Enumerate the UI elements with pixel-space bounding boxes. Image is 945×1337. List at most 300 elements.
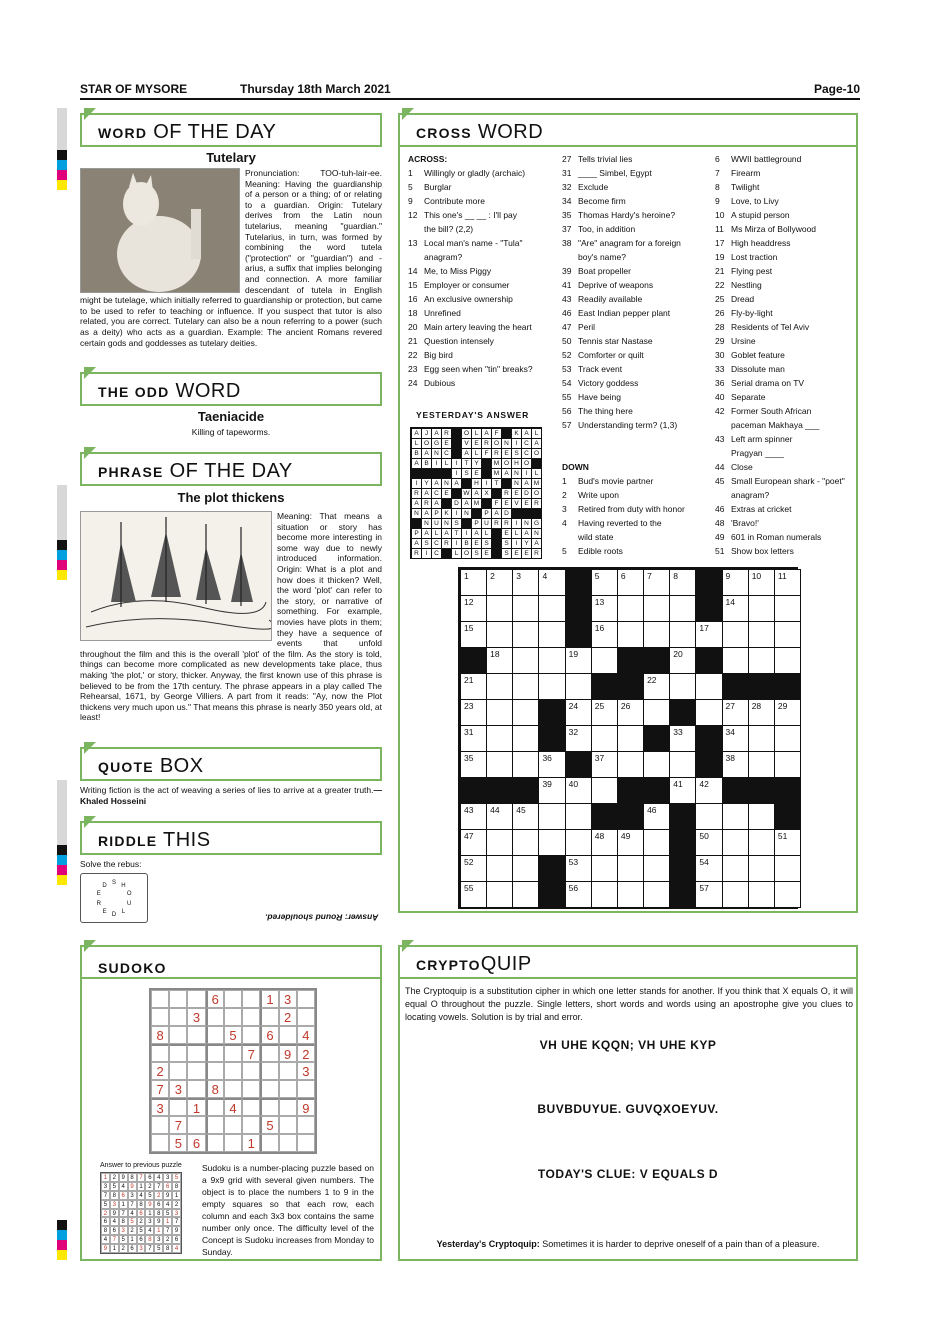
- crossword-cell[interactable]: [643, 881, 670, 908]
- sudoku-cell[interactable]: [151, 1134, 169, 1152]
- answer-cell: O: [421, 438, 432, 449]
- clue-item: [408, 306, 533, 320]
- crossword-cell[interactable]: [486, 647, 513, 674]
- crossword-cell[interactable]: [722, 699, 749, 726]
- crossword-block: [565, 569, 592, 596]
- clue-number: 29: [715, 336, 725, 346]
- previous-answer-cell: 5: [110, 1182, 119, 1191]
- crossword-cell[interactable]: [512, 829, 539, 856]
- crossword-cell[interactable]: [748, 699, 775, 726]
- answer-cell: A: [421, 488, 432, 499]
- sudoku-cell[interactable]: 2: [151, 1062, 169, 1080]
- crossword-cell[interactable]: [695, 829, 722, 856]
- sudoku-cell[interactable]: [206, 1062, 224, 1080]
- crossword-cell[interactable]: [512, 647, 539, 674]
- answer-cell: E: [511, 488, 522, 499]
- crossword-cell[interactable]: [538, 621, 565, 648]
- sudoku-cell[interactable]: [279, 1026, 297, 1044]
- crossword-cell[interactable]: [486, 595, 513, 622]
- crossword-cell[interactable]: [460, 673, 487, 700]
- crossword-cell[interactable]: [538, 751, 565, 778]
- sudoku-cell[interactable]: 8: [206, 1080, 224, 1098]
- sudoku-cell[interactable]: 3: [169, 1080, 187, 1098]
- previous-answer-cell: 3: [163, 1173, 172, 1182]
- crossword-cell[interactable]: [538, 829, 565, 856]
- crossword-cell[interactable]: [591, 751, 618, 778]
- crossword-cell[interactable]: [512, 855, 539, 882]
- clue-text: Bud's movie partner: [578, 476, 654, 486]
- clue-item: [562, 474, 685, 488]
- crossword-cell[interactable]: [748, 855, 775, 882]
- sudoku-cell[interactable]: [242, 1062, 260, 1080]
- sudoku-cell[interactable]: [297, 1134, 315, 1152]
- header-small: CRYPTO: [416, 957, 481, 973]
- sudoku-cell[interactable]: [151, 1044, 169, 1062]
- answer-cell: I: [481, 478, 492, 489]
- crossword-cell[interactable]: [538, 777, 565, 804]
- previous-answer-cell: 8: [137, 1200, 146, 1209]
- answer-cell: D: [451, 498, 462, 509]
- crossword-cell[interactable]: [774, 647, 801, 674]
- crossword-block: [617, 777, 644, 804]
- sudoku-cell[interactable]: [297, 1116, 315, 1134]
- crossword-cell[interactable]: [512, 569, 539, 596]
- crossword-cell[interactable]: [617, 855, 644, 882]
- answer-cell: F: [481, 448, 492, 459]
- sudoku-cell[interactable]: [169, 1098, 187, 1116]
- sudoku-cell[interactable]: [242, 1098, 260, 1116]
- crossword-cell[interactable]: [748, 829, 775, 856]
- crossword-cell[interactable]: [643, 855, 670, 882]
- crossword-cell[interactable]: [722, 569, 749, 596]
- crossword-cell[interactable]: [565, 777, 592, 804]
- answer-cell: A: [471, 488, 482, 499]
- answer-cell: T: [491, 478, 502, 489]
- answer-cell: A: [431, 478, 442, 489]
- crossword-cell[interactable]: [643, 751, 670, 778]
- answer-cell: S: [461, 468, 472, 479]
- crossword-cell[interactable]: [591, 569, 618, 596]
- crossword-cell[interactable]: [695, 621, 722, 648]
- crossword-cell[interactable]: [538, 569, 565, 596]
- answer-cell: F: [491, 498, 502, 509]
- sudoku-cell[interactable]: [224, 1008, 242, 1026]
- crossword-block: [486, 777, 513, 804]
- cell-number: 55: [464, 883, 474, 893]
- clue-item: [715, 544, 845, 558]
- cryptoquip-line2: BUVBDUYUE. GUVQXOEYUV.: [537, 1102, 719, 1116]
- crossword-cell[interactable]: [774, 725, 801, 752]
- crossword-cell[interactable]: [643, 699, 670, 726]
- crossword-cell[interactable]: [643, 803, 670, 830]
- crossword-cell[interactable]: [669, 595, 696, 622]
- crossword-cell[interactable]: [669, 621, 696, 648]
- crossword-cell[interactable]: [617, 595, 644, 622]
- sudoku-cell[interactable]: [242, 990, 260, 1008]
- sudoku-cell[interactable]: [224, 1080, 242, 1098]
- sudoku-cell[interactable]: [242, 1116, 260, 1134]
- crossword-cell[interactable]: [486, 673, 513, 700]
- clue-number: 19: [715, 252, 725, 262]
- sudoku-cell[interactable]: [206, 1098, 224, 1116]
- answer-cell: A: [521, 478, 532, 489]
- registration-mark: [57, 1230, 67, 1240]
- crossword-cell[interactable]: [695, 855, 722, 882]
- crossword-block: [512, 777, 539, 804]
- previous-answer-cell: 7: [137, 1173, 146, 1182]
- sudoku-cell[interactable]: 3: [297, 1062, 315, 1080]
- header-small: PHRASE: [98, 464, 164, 480]
- crossword-cell[interactable]: [591, 855, 618, 882]
- sudoku-cell[interactable]: [260, 1044, 278, 1062]
- crossword-cell[interactable]: [565, 829, 592, 856]
- sudoku-cell[interactable]: [187, 1116, 205, 1134]
- clue-item: [715, 166, 845, 180]
- crossword-block: [643, 777, 670, 804]
- clue-number: 8: [715, 182, 720, 192]
- down-clues-col2: [562, 474, 685, 558]
- sudoku-cell[interactable]: [260, 1098, 278, 1116]
- crossword-cell[interactable]: [774, 881, 801, 908]
- cell-number: 27: [725, 701, 735, 711]
- crossword-cell[interactable]: [774, 569, 801, 596]
- crossword-cell[interactable]: [695, 673, 722, 700]
- crossword-cell[interactable]: [643, 829, 670, 856]
- crossword-cell[interactable]: [565, 647, 592, 674]
- sudoku-cell[interactable]: 6: [187, 1134, 205, 1152]
- crossword-cell[interactable]: [748, 595, 775, 622]
- sudoku-cell[interactable]: [224, 1116, 242, 1134]
- cell-number: 29: [777, 701, 788, 711]
- crossword-cell[interactable]: [591, 725, 618, 752]
- sudoku-cell[interactable]: [187, 990, 205, 1008]
- sudoku-cell[interactable]: [260, 1008, 278, 1026]
- clue-text: Serial drama on TV: [731, 378, 805, 388]
- riddle-prompt: Solve the rebus:: [80, 859, 142, 869]
- sudoku-cell[interactable]: 2: [297, 1044, 315, 1062]
- answer-cell: S: [471, 548, 482, 559]
- crossword-cell[interactable]: [460, 751, 487, 778]
- sudoku-cell[interactable]: [224, 1134, 242, 1152]
- crossword-cell[interactable]: [512, 803, 539, 830]
- crossword-cell[interactable]: [722, 829, 749, 856]
- crossword-cell[interactable]: [512, 725, 539, 752]
- previous-answer-cell: 1: [154, 1226, 163, 1235]
- sudoku-cell[interactable]: 4: [224, 1098, 242, 1116]
- crossword-cell[interactable]: [512, 673, 539, 700]
- crossword-cell[interactable]: [486, 725, 513, 752]
- sudoku-cell[interactable]: [169, 1044, 187, 1062]
- previous-answer-cell: 5: [163, 1209, 172, 1218]
- clue-text: Deprive of weapons: [578, 280, 654, 290]
- sudoku-cell[interactable]: [242, 1008, 260, 1026]
- crossword-cell[interactable]: [538, 673, 565, 700]
- crossword-cell[interactable]: [460, 595, 487, 622]
- previous-answer-cell: 8: [154, 1209, 163, 1218]
- sudoku-cell[interactable]: [297, 990, 315, 1008]
- crossword-cell[interactable]: [748, 647, 775, 674]
- sudoku-cell[interactable]: 7: [242, 1044, 260, 1062]
- crossword-cell[interactable]: [591, 647, 618, 674]
- crossword-cell[interactable]: [591, 881, 618, 908]
- sudoku-cell[interactable]: [151, 1116, 169, 1134]
- crossword-cell[interactable]: [748, 569, 775, 596]
- crossword-grid: [458, 567, 798, 909]
- sudoku-cell[interactable]: [151, 990, 169, 1008]
- crossword-cell[interactable]: [722, 751, 749, 778]
- answer-cell: E: [521, 498, 532, 509]
- crossword-cell[interactable]: [669, 647, 696, 674]
- sudoku-cell[interactable]: 7: [151, 1080, 169, 1098]
- crossword-cell[interactable]: [460, 803, 487, 830]
- crossword-cell[interactable]: [748, 803, 775, 830]
- crossword-cell[interactable]: [591, 595, 618, 622]
- crossword-cell[interactable]: [695, 777, 722, 804]
- clue-item: [562, 292, 681, 306]
- registration-mark: [57, 550, 67, 560]
- crossword-cell[interactable]: [617, 881, 644, 908]
- crossword-cell[interactable]: [643, 673, 670, 700]
- answer-cell: A: [501, 468, 512, 479]
- crossword-cell[interactable]: [669, 751, 696, 778]
- sudoku-cell[interactable]: [206, 1044, 224, 1062]
- sudoku-cell[interactable]: [260, 1134, 278, 1152]
- crossword-cell[interactable]: [669, 777, 696, 804]
- crossword-cell[interactable]: [486, 621, 513, 648]
- answer-cell: A: [461, 448, 472, 459]
- crossword-cell[interactable]: [565, 725, 592, 752]
- crossword-cell[interactable]: [774, 751, 801, 778]
- sudoku-cell[interactable]: 3: [151, 1098, 169, 1116]
- sudoku-cell[interactable]: 1: [260, 990, 278, 1008]
- crossword-cell[interactable]: [774, 621, 801, 648]
- crossword-cell[interactable]: [695, 803, 722, 830]
- clue-item: [562, 502, 685, 516]
- crossword-cell[interactable]: [591, 829, 618, 856]
- crossword-cell[interactable]: [774, 595, 801, 622]
- crossword-cell[interactable]: [512, 699, 539, 726]
- crossword-cell[interactable]: [460, 829, 487, 856]
- crossword-cell[interactable]: [695, 699, 722, 726]
- sudoku-cell[interactable]: 6: [260, 1026, 278, 1044]
- clue-item: [715, 334, 845, 348]
- previous-answer-cell: 1: [101, 1173, 110, 1182]
- clue-item: [562, 194, 681, 208]
- sudoku-cell[interactable]: [151, 1008, 169, 1026]
- crossword-cell[interactable]: [460, 855, 487, 882]
- clue-number: 14: [408, 266, 418, 276]
- sudoku-cell[interactable]: [169, 1008, 187, 1026]
- crossword-cell[interactable]: [591, 777, 618, 804]
- sudoku-cell[interactable]: [224, 1044, 242, 1062]
- previous-answer-cell: 7: [154, 1182, 163, 1191]
- crossword-cell[interactable]: [486, 751, 513, 778]
- sudoku-cell[interactable]: [206, 1008, 224, 1026]
- sudoku-cell[interactable]: 9: [279, 1044, 297, 1062]
- crossword-cell[interactable]: [512, 621, 539, 648]
- sudoku-cell[interactable]: [279, 1080, 297, 1098]
- crossword-cell[interactable]: [460, 881, 487, 908]
- previous-answer-cell: 6: [145, 1173, 154, 1182]
- crossword-cell[interactable]: [591, 699, 618, 726]
- crossword-cell[interactable]: [643, 569, 670, 596]
- header-big: WORD: [175, 380, 241, 402]
- crossword-cell[interactable]: [565, 881, 592, 908]
- flag-icon: [84, 816, 96, 828]
- crossword-cell[interactable]: [486, 881, 513, 908]
- crossword-cell[interactable]: [460, 699, 487, 726]
- sudoku-cell[interactable]: 5: [169, 1134, 187, 1152]
- sudoku-cell[interactable]: [224, 990, 242, 1008]
- clue-text: Twilight: [731, 182, 760, 192]
- previous-answer-cell: 4: [172, 1244, 181, 1253]
- crossword-cell[interactable]: [512, 881, 539, 908]
- crossword-cell[interactable]: [617, 621, 644, 648]
- sudoku-cell[interactable]: 2: [279, 1008, 297, 1026]
- crossword-cell[interactable]: [538, 595, 565, 622]
- sudoku-cell[interactable]: [297, 1080, 315, 1098]
- sudoku-cell[interactable]: [260, 1080, 278, 1098]
- crossword-cell[interactable]: [486, 829, 513, 856]
- sudoku-cell[interactable]: 3: [279, 990, 297, 1008]
- crossword-cell[interactable]: [774, 699, 801, 726]
- crossword-cell[interactable]: [617, 725, 644, 752]
- sudoku-cell[interactable]: [279, 1098, 297, 1116]
- crossword-cell[interactable]: [538, 647, 565, 674]
- cell-number: 17: [699, 623, 709, 633]
- sudoku-cell[interactable]: [187, 1080, 205, 1098]
- sudoku-cell[interactable]: 7: [169, 1116, 187, 1134]
- sudoku-cell[interactable]: [279, 1134, 297, 1152]
- sudoku-cell[interactable]: [169, 1026, 187, 1044]
- clue-text: Ms Mirza of Bollywood: [731, 224, 817, 234]
- sudoku-cell[interactable]: [206, 1116, 224, 1134]
- sudoku-cell[interactable]: [187, 1062, 205, 1080]
- previous-answer-cell: 4: [128, 1209, 137, 1218]
- sudoku-cell[interactable]: 1: [187, 1098, 205, 1116]
- crossword-cell[interactable]: [643, 621, 670, 648]
- sudoku-cell[interactable]: [206, 1026, 224, 1044]
- crossword-cell[interactable]: [565, 673, 592, 700]
- sudoku-cell[interactable]: [206, 1134, 224, 1152]
- crossword-cell[interactable]: [565, 855, 592, 882]
- cell-number: 54: [699, 857, 709, 867]
- answer-cell: H: [471, 478, 482, 489]
- crossword-cell[interactable]: [722, 725, 749, 752]
- crossword-cell[interactable]: [486, 699, 513, 726]
- clue-text: anagram?: [424, 252, 463, 262]
- cell-number: 46: [647, 805, 657, 815]
- answer-cell: L: [411, 438, 422, 449]
- crossword-cell[interactable]: [565, 699, 592, 726]
- crossword-cell[interactable]: [538, 803, 565, 830]
- sudoku-cell[interactable]: [297, 1008, 315, 1026]
- previous-answer-cell: 2: [119, 1244, 128, 1253]
- previous-answer-cell: 5: [137, 1226, 146, 1235]
- crossword-cell[interactable]: [748, 621, 775, 648]
- sudoku-cell[interactable]: 4: [297, 1026, 315, 1044]
- clue-number: 45: [715, 476, 725, 486]
- clue-text: Tennis star Nastase: [578, 336, 653, 346]
- crossword-cell[interactable]: [669, 569, 696, 596]
- crossword-cell[interactable]: [669, 725, 696, 752]
- crossword-cell[interactable]: [669, 673, 696, 700]
- crossword-cell[interactable]: [486, 803, 513, 830]
- sudoku-cell[interactable]: [224, 1062, 242, 1080]
- clue-text: Tells trivial lies: [578, 154, 633, 164]
- crossword-cell[interactable]: [722, 855, 749, 882]
- answer-cell: B: [461, 538, 472, 549]
- header-small: WORD: [98, 125, 148, 141]
- crossword-cell[interactable]: [748, 751, 775, 778]
- cell-number: 49: [620, 831, 631, 841]
- crossword-cell[interactable]: [486, 855, 513, 882]
- answer-cell: E: [481, 548, 492, 559]
- crossword-cell[interactable]: [617, 829, 644, 856]
- crossword-cell[interactable]: [565, 803, 592, 830]
- sudoku-cell[interactable]: 3: [187, 1008, 205, 1026]
- crossword-cell[interactable]: [591, 621, 618, 648]
- cell-number: 26: [620, 701, 631, 711]
- crossword-cell[interactable]: [774, 855, 801, 882]
- sudoku-cell[interactable]: [279, 1116, 297, 1134]
- sudoku-cell[interactable]: 1: [242, 1134, 260, 1152]
- crossword-cell[interactable]: [748, 725, 775, 752]
- clue-text: Contribute more: [424, 196, 485, 206]
- sudoku-cell[interactable]: [187, 1044, 205, 1062]
- sudoku-cell[interactable]: [187, 1026, 205, 1044]
- crossword-cell[interactable]: [722, 621, 749, 648]
- clue-item: [562, 362, 681, 376]
- crossword-cell[interactable]: [774, 829, 801, 856]
- crossword-cell[interactable]: [722, 647, 749, 674]
- sudoku-cell[interactable]: 5: [224, 1026, 242, 1044]
- crossword-cell[interactable]: [722, 803, 749, 830]
- crossword-cell[interactable]: [512, 751, 539, 778]
- sudoku-cell[interactable]: 9: [297, 1098, 315, 1116]
- sudoku-cell[interactable]: 6: [206, 990, 224, 1008]
- crossword-cell[interactable]: [512, 595, 539, 622]
- previous-answer-cell: 3: [101, 1182, 110, 1191]
- crossword-cell[interactable]: [722, 881, 749, 908]
- crossword-cell[interactable]: [617, 751, 644, 778]
- sudoku-cell[interactable]: [260, 1062, 278, 1080]
- crossword-cell[interactable]: [460, 621, 487, 648]
- sudoku-cell[interactable]: [169, 1062, 187, 1080]
- previous-answer-cell: 9: [172, 1226, 181, 1235]
- clue-number: 31: [562, 168, 572, 178]
- sudoku-cell[interactable]: [242, 1026, 260, 1044]
- answer-cell: N: [511, 468, 522, 479]
- crossword-cell[interactable]: [643, 595, 670, 622]
- sudoku-cell[interactable]: [279, 1062, 297, 1080]
- crossword-cell[interactable]: [748, 881, 775, 908]
- sudoku-cell[interactable]: 8: [151, 1026, 169, 1044]
- crossword-cell[interactable]: [617, 569, 644, 596]
- crossword-cell[interactable]: [722, 595, 749, 622]
- sudoku-cell[interactable]: 5: [260, 1116, 278, 1134]
- crossword-cell[interactable]: [695, 881, 722, 908]
- sudoku-cell[interactable]: [242, 1080, 260, 1098]
- crossword-cell[interactable]: [460, 569, 487, 596]
- crossword-cell[interactable]: [460, 725, 487, 752]
- crossword-cell[interactable]: [617, 699, 644, 726]
- sudoku-cell[interactable]: [169, 990, 187, 1008]
- crossword-cell[interactable]: [486, 569, 513, 596]
- clue-text: Having reverted to the: [578, 518, 662, 528]
- answer-cell: A: [491, 508, 502, 519]
- answer-cell: A: [531, 438, 542, 449]
